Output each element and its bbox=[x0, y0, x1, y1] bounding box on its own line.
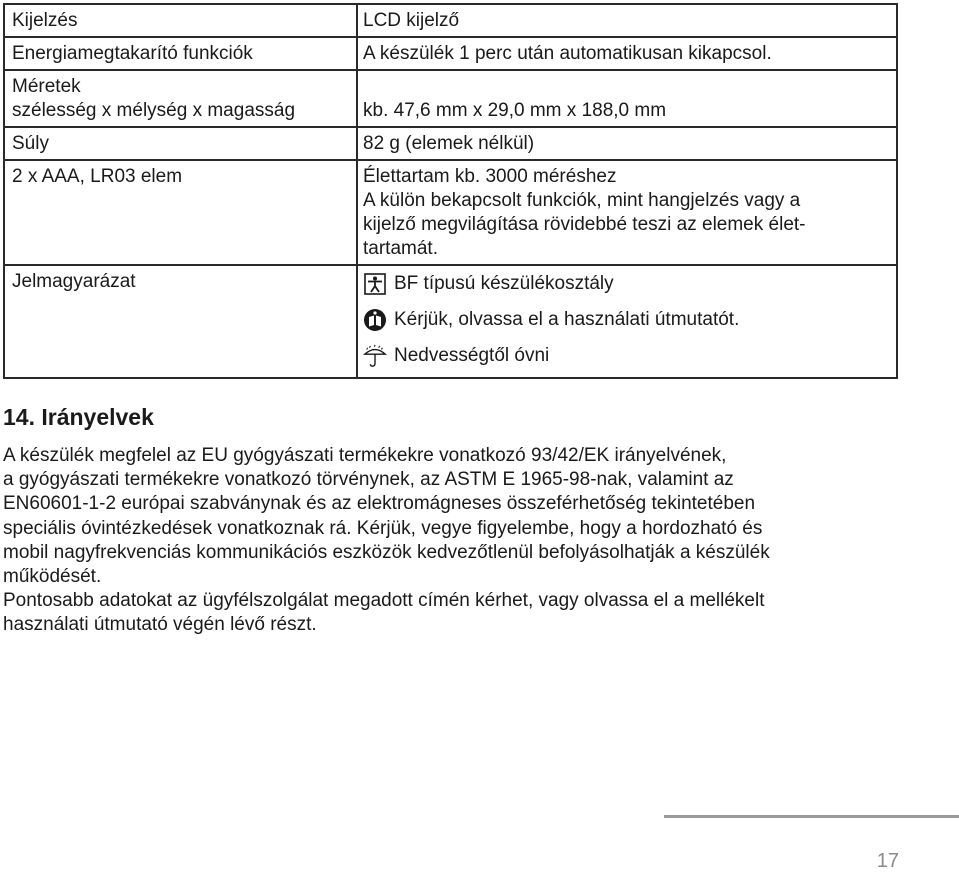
paragraph-directives bbox=[3, 444, 953, 589]
spec-label-line: Méretek bbox=[12, 76, 81, 97]
spec-value-line: Élettartam kb. 3000 méréshez bbox=[363, 166, 617, 187]
spec-value-line: kb. 47,6 mm x 29,0 mm x 188,0 mm bbox=[363, 100, 667, 121]
paragraph-line: mobil nagyfrekvenciás kommunikációs eszközök kedvezőtlenül befolyásolhatják a készülék bbox=[3, 541, 770, 563]
paragraph-line: EN60601-1-2 európai szabványnak és az elektromágneses összeférhetőség tekintetében bbox=[3, 493, 756, 515]
spec-row-battery bbox=[4, 160, 897, 265]
legend-text: Nedvességtől óvni bbox=[394, 345, 550, 366]
spec-value-line: A külön bekapcsolt funkciók, mint hangjelzés vagy a bbox=[363, 190, 801, 211]
legend-item bbox=[363, 266, 896, 302]
spec-label: 2 x AAA, LR03 elem bbox=[4, 160, 357, 265]
spec-value bbox=[357, 70, 897, 127]
legend-text: BF típusú készülékosztály bbox=[394, 273, 614, 294]
paragraph-line: Pontosabb adatokat az ügyfélszolgálat megadott címén kérhet, vagy olvassa el a mellékelt bbox=[3, 590, 765, 611]
specifications-table bbox=[3, 3, 898, 379]
legend-list bbox=[357, 265, 897, 378]
spec-row-legend bbox=[4, 265, 897, 378]
spec-label: Kijelzés bbox=[4, 4, 357, 37]
paragraph-line: A készülék megfelel az EU gyógyászati termékekre vonatkozó 93/42/EK irányelvének, bbox=[3, 445, 727, 466]
paragraph-contact bbox=[3, 589, 953, 637]
spec-label: Energiamegtakarító funkciók bbox=[4, 37, 357, 70]
legend-item bbox=[363, 338, 896, 374]
section-title: 14. Irányelvek bbox=[3, 404, 154, 430]
paragraph-line: működését. bbox=[3, 566, 102, 588]
keep-dry-icon bbox=[363, 344, 387, 368]
spec-row-energy-saving bbox=[4, 37, 897, 70]
spec-value-line: tartamát. bbox=[363, 238, 438, 259]
paragraph-line: speciális óvintézkedések vonatkoznak rá. Kérjük, vegye figyelembe, hogy a hordozható és bbox=[3, 517, 763, 539]
legend-text: Kérjük, olvassa el a használati útmutatót. bbox=[394, 309, 740, 330]
footer-rule bbox=[664, 815, 959, 818]
spec-row-weight bbox=[4, 127, 897, 160]
spec-row-display bbox=[4, 4, 897, 37]
spec-value: LCD kijelző bbox=[357, 4, 897, 37]
read-manual-icon bbox=[363, 308, 387, 332]
spec-label: Jelmagyarázat bbox=[4, 265, 357, 378]
bf-type-icon bbox=[363, 272, 387, 296]
paragraph-line: a gyógyászati termékekre vonatkozó törvénynek, az ASTM E 1965-98-nak, valamint az bbox=[3, 469, 734, 491]
legend-item bbox=[363, 302, 896, 338]
spec-value-line: kijelző megvilágítása rövidebbé teszi az elemek élet- bbox=[363, 214, 806, 235]
spec-label-line: szélesség x mélység x magasság bbox=[12, 100, 296, 121]
page-number: 17 bbox=[876, 850, 899, 872]
spec-value: 82 g (elemek nélkül) bbox=[357, 127, 897, 160]
spec-label: Súly bbox=[4, 127, 357, 160]
paragraph-line: használati útmutató végén lévő részt. bbox=[3, 614, 317, 636]
spec-label bbox=[4, 70, 357, 127]
spec-row-dimensions bbox=[4, 70, 897, 127]
spec-value bbox=[357, 160, 897, 265]
spec-value: A készülék 1 perc után automatikusan kikapcsol. bbox=[357, 37, 897, 70]
